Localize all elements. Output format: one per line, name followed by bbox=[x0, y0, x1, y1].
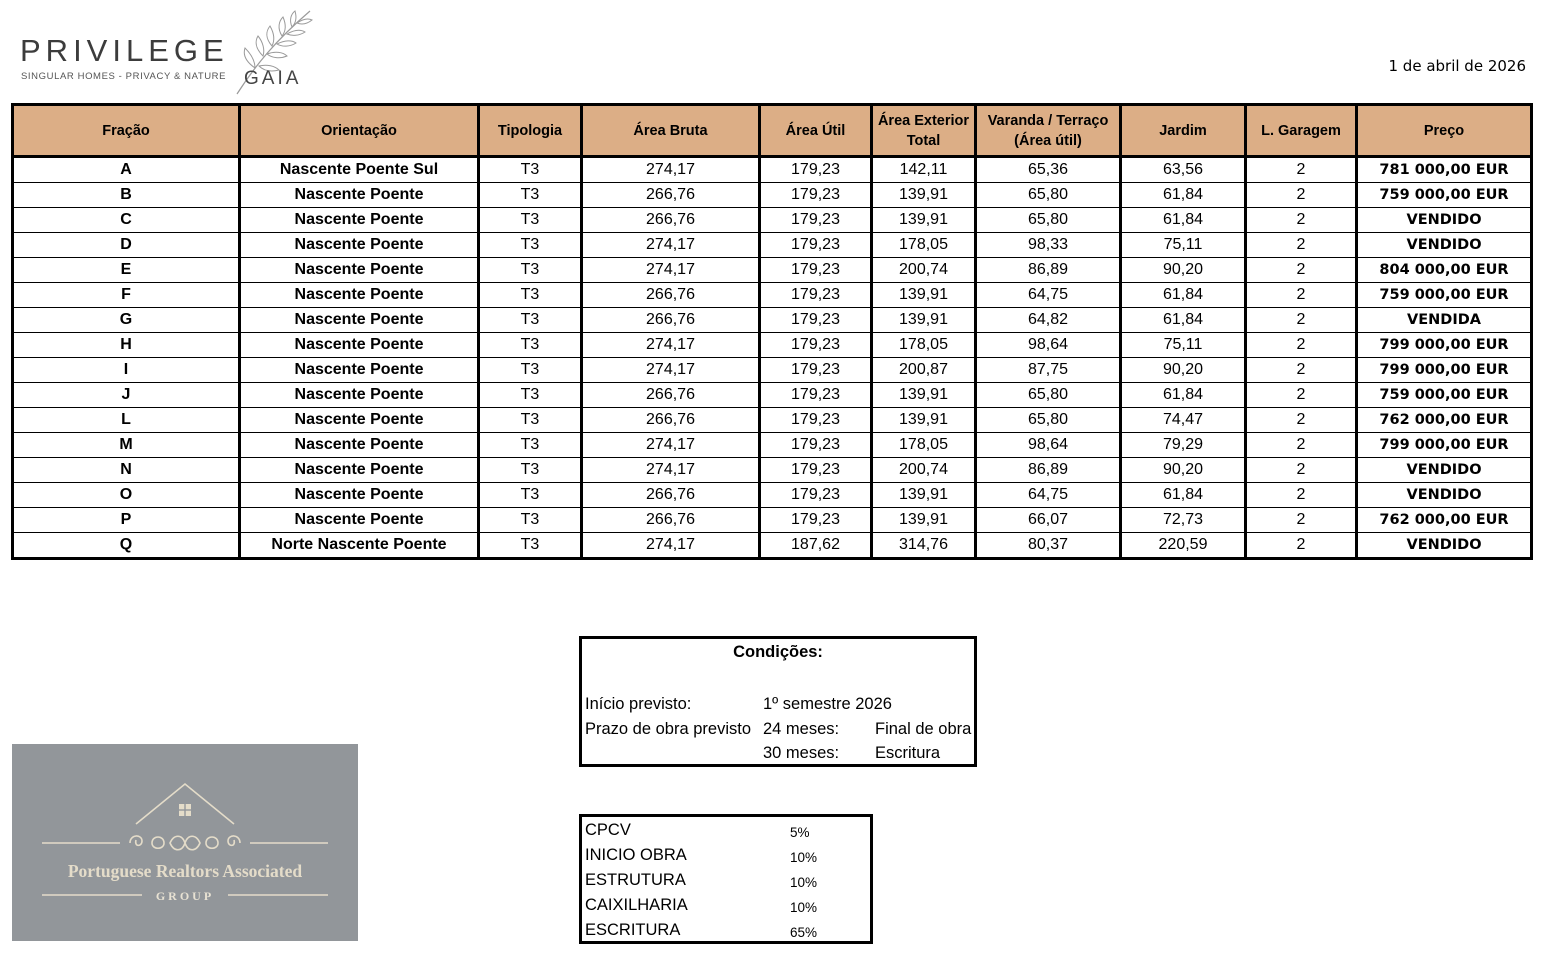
cell-orientacao: Nascente Poente bbox=[240, 483, 479, 508]
cell-fracao: Q bbox=[13, 533, 240, 559]
cell-garagem: 2 bbox=[1246, 157, 1357, 183]
cell-fracao: P bbox=[13, 508, 240, 533]
units-table-body bbox=[13, 157, 1532, 559]
cell-jardim: 61,84 bbox=[1121, 308, 1246, 333]
cell-orientacao: Nascente Poente bbox=[240, 233, 479, 258]
cell-jardim: 90,20 bbox=[1121, 358, 1246, 383]
payment-percent: 10% bbox=[790, 900, 818, 915]
payment-label: ESTRUTURA bbox=[585, 871, 686, 889]
cell-jardim: 75,11 bbox=[1121, 233, 1246, 258]
brand-tagline: SINGULAR HOMES - PRIVACY & NATURE bbox=[21, 71, 227, 82]
cell-area-exterior: 178,05 bbox=[872, 233, 976, 258]
cell-preco: 759 000,00 EUR bbox=[1357, 383, 1532, 408]
cell-varanda: 64,75 bbox=[976, 283, 1121, 308]
cell-preco: 762 000,00 EUR bbox=[1357, 508, 1532, 533]
cell-area-util: 179,23 bbox=[760, 283, 872, 308]
table-row bbox=[13, 333, 1532, 358]
cell-preco: 781 000,00 EUR bbox=[1357, 157, 1532, 183]
cell-orientacao: Nascente Poente bbox=[240, 458, 479, 483]
table-row bbox=[13, 308, 1532, 333]
cell-garagem: 2 bbox=[1246, 533, 1357, 559]
cell-area-bruta: 266,76 bbox=[582, 508, 760, 533]
cell-area-util: 179,23 bbox=[760, 208, 872, 233]
brand-name: PRIVILEGE bbox=[20, 33, 229, 68]
table-row bbox=[13, 483, 1532, 508]
cell-jardim: 61,84 bbox=[1121, 208, 1246, 233]
cell-preco: 759 000,00 EUR bbox=[1357, 183, 1532, 208]
cell-preco: VENDIDA bbox=[1357, 308, 1532, 333]
cell-preco: VENDIDO bbox=[1357, 208, 1532, 233]
cell-jardim: 74,47 bbox=[1121, 408, 1246, 433]
cell-area-exterior: 178,05 bbox=[872, 333, 976, 358]
cell-area-bruta: 266,76 bbox=[582, 408, 760, 433]
document-date: 1 de abril de 2026 bbox=[1388, 57, 1526, 75]
start-value: 1º semestre 2026 bbox=[763, 695, 892, 713]
brand-city: GAIA bbox=[244, 68, 302, 89]
table-row bbox=[13, 233, 1532, 258]
cell-fracao: C bbox=[13, 208, 240, 233]
cell-garagem: 2 bbox=[1246, 408, 1357, 433]
cell-area-exterior: 200,74 bbox=[872, 258, 976, 283]
cell-tipologia: T3 bbox=[479, 333, 582, 358]
cell-area-exterior: 139,91 bbox=[872, 283, 976, 308]
cell-orientacao: Nascente Poente bbox=[240, 183, 479, 208]
cell-area-bruta: 274,17 bbox=[582, 233, 760, 258]
cell-fracao: L bbox=[13, 408, 240, 433]
cell-preco: 799 000,00 EUR bbox=[1357, 358, 1532, 383]
table-row bbox=[13, 383, 1532, 408]
payment-row bbox=[585, 894, 865, 919]
conditions-title: Condições: bbox=[733, 643, 823, 661]
cell-fracao: A bbox=[13, 157, 240, 183]
cell-preco: 762 000,00 EUR bbox=[1357, 408, 1532, 433]
cell-area-bruta: 274,17 bbox=[582, 433, 760, 458]
payment-schedule-box bbox=[579, 814, 873, 944]
col-header-jardim: Jardim bbox=[1121, 105, 1246, 157]
cell-tipologia: T3 bbox=[479, 208, 582, 233]
cell-fracao: E bbox=[13, 258, 240, 283]
cell-jardim: 61,84 bbox=[1121, 483, 1246, 508]
cell-area-util: 179,23 bbox=[760, 358, 872, 383]
cell-area-bruta: 266,76 bbox=[582, 483, 760, 508]
cell-varanda: 64,75 bbox=[976, 483, 1121, 508]
cell-orientacao: Nascente Poente bbox=[240, 308, 479, 333]
cell-varanda: 65,36 bbox=[976, 157, 1121, 183]
payment-row bbox=[585, 819, 865, 844]
payment-percent: 65% bbox=[790, 925, 818, 940]
table-row bbox=[13, 208, 1532, 233]
col-header-preco: Preço bbox=[1357, 105, 1532, 157]
payment-label: CPCV bbox=[585, 821, 631, 839]
cell-area-exterior: 139,91 bbox=[872, 383, 976, 408]
table-row bbox=[13, 508, 1532, 533]
cell-area-exterior: 139,91 bbox=[872, 308, 976, 333]
cell-varanda: 65,80 bbox=[976, 383, 1121, 408]
cell-area-util: 179,23 bbox=[760, 508, 872, 533]
cell-area-util: 179,23 bbox=[760, 483, 872, 508]
cell-orientacao: Nascente Poente bbox=[240, 383, 479, 408]
cell-fracao: D bbox=[13, 233, 240, 258]
table-row bbox=[13, 533, 1532, 559]
payment-percent: 5% bbox=[790, 825, 810, 840]
cell-varanda: 87,75 bbox=[976, 358, 1121, 383]
cell-garagem: 2 bbox=[1246, 308, 1357, 333]
cell-area-util: 179,23 bbox=[760, 383, 872, 408]
cell-varanda: 86,89 bbox=[976, 458, 1121, 483]
cell-fracao: H bbox=[13, 333, 240, 358]
cell-garagem: 2 bbox=[1246, 183, 1357, 208]
cell-tipologia: T3 bbox=[479, 533, 582, 559]
cell-preco: VENDIDO bbox=[1357, 458, 1532, 483]
cell-preco: VENDIDO bbox=[1357, 483, 1532, 508]
term1-value: 24 meses: bbox=[763, 720, 840, 738]
realtor-name: Portuguese Realtors Associated bbox=[67, 861, 303, 881]
cell-area-util: 179,23 bbox=[760, 333, 872, 358]
cell-varanda: 98,64 bbox=[976, 333, 1121, 358]
cell-preco: VENDIDO bbox=[1357, 533, 1532, 559]
cell-area-bruta: 266,76 bbox=[582, 183, 760, 208]
cell-varanda: 98,33 bbox=[976, 233, 1121, 258]
cell-area-util: 179,23 bbox=[760, 258, 872, 283]
cell-orientacao: Nascente Poente bbox=[240, 508, 479, 533]
payment-row bbox=[585, 919, 865, 944]
cell-area-exterior: 314,76 bbox=[872, 533, 976, 559]
cell-fracao: J bbox=[13, 383, 240, 408]
cell-area-exterior: 200,74 bbox=[872, 458, 976, 483]
cell-preco: 759 000,00 EUR bbox=[1357, 283, 1532, 308]
cell-varanda: 86,89 bbox=[976, 258, 1121, 283]
cell-orientacao: Nascente Poente bbox=[240, 333, 479, 358]
cell-orientacao: Nascente Poente bbox=[240, 208, 479, 233]
cell-area-exterior: 139,91 bbox=[872, 208, 976, 233]
cell-fracao: M bbox=[13, 433, 240, 458]
cell-jardim: 61,84 bbox=[1121, 283, 1246, 308]
cell-area-bruta: 266,76 bbox=[582, 383, 760, 408]
cell-varanda: 80,37 bbox=[976, 533, 1121, 559]
cell-varanda: 65,80 bbox=[976, 208, 1121, 233]
cell-jardim: 61,84 bbox=[1121, 383, 1246, 408]
table-row bbox=[13, 458, 1532, 483]
cell-orientacao: Nascente Poente Sul bbox=[240, 157, 479, 183]
cell-area-bruta: 274,17 bbox=[582, 157, 760, 183]
realtor-logo bbox=[12, 744, 358, 941]
cell-area-util: 179,23 bbox=[760, 308, 872, 333]
cell-garagem: 2 bbox=[1246, 433, 1357, 458]
cell-area-bruta: 274,17 bbox=[582, 458, 760, 483]
cell-preco: 804 000,00 EUR bbox=[1357, 258, 1532, 283]
payment-percent: 10% bbox=[790, 850, 818, 865]
cell-garagem: 2 bbox=[1246, 383, 1357, 408]
cell-tipologia: T3 bbox=[479, 157, 582, 183]
cell-tipologia: T3 bbox=[479, 258, 582, 283]
table-row bbox=[13, 157, 1532, 183]
cell-fracao: N bbox=[13, 458, 240, 483]
cell-area-exterior: 139,91 bbox=[872, 183, 976, 208]
cell-area-exterior: 139,91 bbox=[872, 408, 976, 433]
col-header-garagem: L. Garagem bbox=[1246, 105, 1357, 157]
cell-tipologia: T3 bbox=[479, 358, 582, 383]
cell-fracao: I bbox=[13, 358, 240, 383]
units-table bbox=[11, 103, 1533, 560]
cell-tipologia: T3 bbox=[479, 383, 582, 408]
table-row bbox=[13, 283, 1532, 308]
cell-area-util: 179,23 bbox=[760, 183, 872, 208]
cell-area-bruta: 266,76 bbox=[582, 308, 760, 333]
cell-area-bruta: 274,17 bbox=[582, 533, 760, 559]
table-row bbox=[13, 183, 1532, 208]
cell-area-util: 179,23 bbox=[760, 433, 872, 458]
cell-jardim: 63,56 bbox=[1121, 157, 1246, 183]
cell-jardim: 75,11 bbox=[1121, 333, 1246, 358]
payment-percent: 10% bbox=[790, 875, 818, 890]
cell-varanda: 98,64 bbox=[976, 433, 1121, 458]
cell-area-bruta: 266,76 bbox=[582, 283, 760, 308]
cell-garagem: 2 bbox=[1246, 208, 1357, 233]
cell-area-util: 179,23 bbox=[760, 233, 872, 258]
col-header-tipologia: Tipologia bbox=[479, 105, 582, 157]
cell-tipologia: T3 bbox=[479, 458, 582, 483]
payment-label: INICIO OBRA bbox=[585, 846, 687, 864]
cell-garagem: 2 bbox=[1246, 358, 1357, 383]
term-label: Prazo de obra previsto bbox=[585, 720, 752, 738]
cell-preco: VENDIDO bbox=[1357, 233, 1532, 258]
cell-area-exterior: 139,91 bbox=[872, 483, 976, 508]
cell-area-util: 187,62 bbox=[760, 533, 872, 559]
col-header-area-bruta: Área Bruta bbox=[582, 105, 760, 157]
term1-desc: Final de obra bbox=[875, 720, 972, 738]
cell-area-util: 179,23 bbox=[760, 458, 872, 483]
cell-varanda: 65,80 bbox=[976, 408, 1121, 433]
payment-row bbox=[585, 844, 865, 869]
cell-preco: 799 000,00 EUR bbox=[1357, 333, 1532, 358]
table-row bbox=[13, 408, 1532, 433]
table-row bbox=[13, 258, 1532, 283]
cell-jardim: 220,59 bbox=[1121, 533, 1246, 559]
cell-orientacao: Nascente Poente bbox=[240, 258, 479, 283]
cell-area-exterior: 178,05 bbox=[872, 433, 976, 458]
col-header-fracao: Fração bbox=[13, 105, 240, 157]
payment-label: CAIXILHARIA bbox=[585, 896, 688, 914]
privilege-gaia-logo bbox=[20, 6, 320, 98]
cell-tipologia: T3 bbox=[479, 283, 582, 308]
cell-fracao: B bbox=[13, 183, 240, 208]
cell-area-bruta: 274,17 bbox=[582, 358, 760, 383]
cell-area-util: 179,23 bbox=[760, 157, 872, 183]
cell-garagem: 2 bbox=[1246, 483, 1357, 508]
table-header-row bbox=[13, 105, 1532, 157]
cell-jardim: 90,20 bbox=[1121, 258, 1246, 283]
cell-jardim: 61,84 bbox=[1121, 183, 1246, 208]
cell-preco: 799 000,00 EUR bbox=[1357, 433, 1532, 458]
col-header-area-exterior: Área Exterior Total bbox=[872, 105, 976, 157]
cell-garagem: 2 bbox=[1246, 283, 1357, 308]
cell-garagem: 2 bbox=[1246, 233, 1357, 258]
col-header-orientacao: Orientação bbox=[240, 105, 479, 157]
cell-orientacao: Nascente Poente bbox=[240, 358, 479, 383]
cell-garagem: 2 bbox=[1246, 258, 1357, 283]
cell-orientacao: Nascente Poente bbox=[240, 283, 479, 308]
cell-tipologia: T3 bbox=[479, 233, 582, 258]
cell-varanda: 66,07 bbox=[976, 508, 1121, 533]
cell-varanda: 64,82 bbox=[976, 308, 1121, 333]
cell-tipologia: T3 bbox=[479, 308, 582, 333]
cell-tipologia: T3 bbox=[479, 408, 582, 433]
cell-jardim: 79,29 bbox=[1121, 433, 1246, 458]
cell-varanda: 65,80 bbox=[976, 183, 1121, 208]
cell-area-bruta: 266,76 bbox=[582, 208, 760, 233]
cell-tipologia: T3 bbox=[479, 183, 582, 208]
table-row bbox=[13, 358, 1532, 383]
cell-fracao: F bbox=[13, 283, 240, 308]
cell-area-exterior: 200,87 bbox=[872, 358, 976, 383]
cell-area-bruta: 274,17 bbox=[582, 333, 760, 358]
cell-area-bruta: 274,17 bbox=[582, 258, 760, 283]
cell-tipologia: T3 bbox=[479, 483, 582, 508]
payment-label: ESCRITURA bbox=[585, 921, 681, 939]
cell-garagem: 2 bbox=[1246, 333, 1357, 358]
table-row bbox=[13, 433, 1532, 458]
cell-tipologia: T3 bbox=[479, 433, 582, 458]
realtor-group: GROUP bbox=[155, 889, 215, 903]
col-header-varanda: Varanda / Terraço (Área útil) bbox=[976, 105, 1121, 157]
cell-fracao: O bbox=[13, 483, 240, 508]
house-ornament-icon bbox=[12, 744, 358, 941]
cell-tipologia: T3 bbox=[479, 508, 582, 533]
cell-fracao: G bbox=[13, 308, 240, 333]
cell-garagem: 2 bbox=[1246, 508, 1357, 533]
term2-value: 30 meses: bbox=[763, 744, 840, 762]
cell-area-exterior: 142,11 bbox=[872, 157, 976, 183]
cell-jardim: 72,73 bbox=[1121, 508, 1246, 533]
cell-garagem: 2 bbox=[1246, 458, 1357, 483]
cell-area-util: 179,23 bbox=[760, 408, 872, 433]
cell-orientacao: Nascente Poente bbox=[240, 433, 479, 458]
cell-orientacao: Norte Nascente Poente bbox=[240, 533, 479, 559]
start-label: Início previsto: bbox=[585, 695, 692, 713]
conditions-box bbox=[579, 636, 977, 767]
cell-orientacao: Nascente Poente bbox=[240, 408, 479, 433]
col-header-area-util: Área Útil bbox=[760, 105, 872, 157]
cell-jardim: 90,20 bbox=[1121, 458, 1246, 483]
term2-desc: Escritura bbox=[875, 744, 941, 762]
payment-row bbox=[585, 869, 865, 894]
cell-area-exterior: 139,91 bbox=[872, 508, 976, 533]
